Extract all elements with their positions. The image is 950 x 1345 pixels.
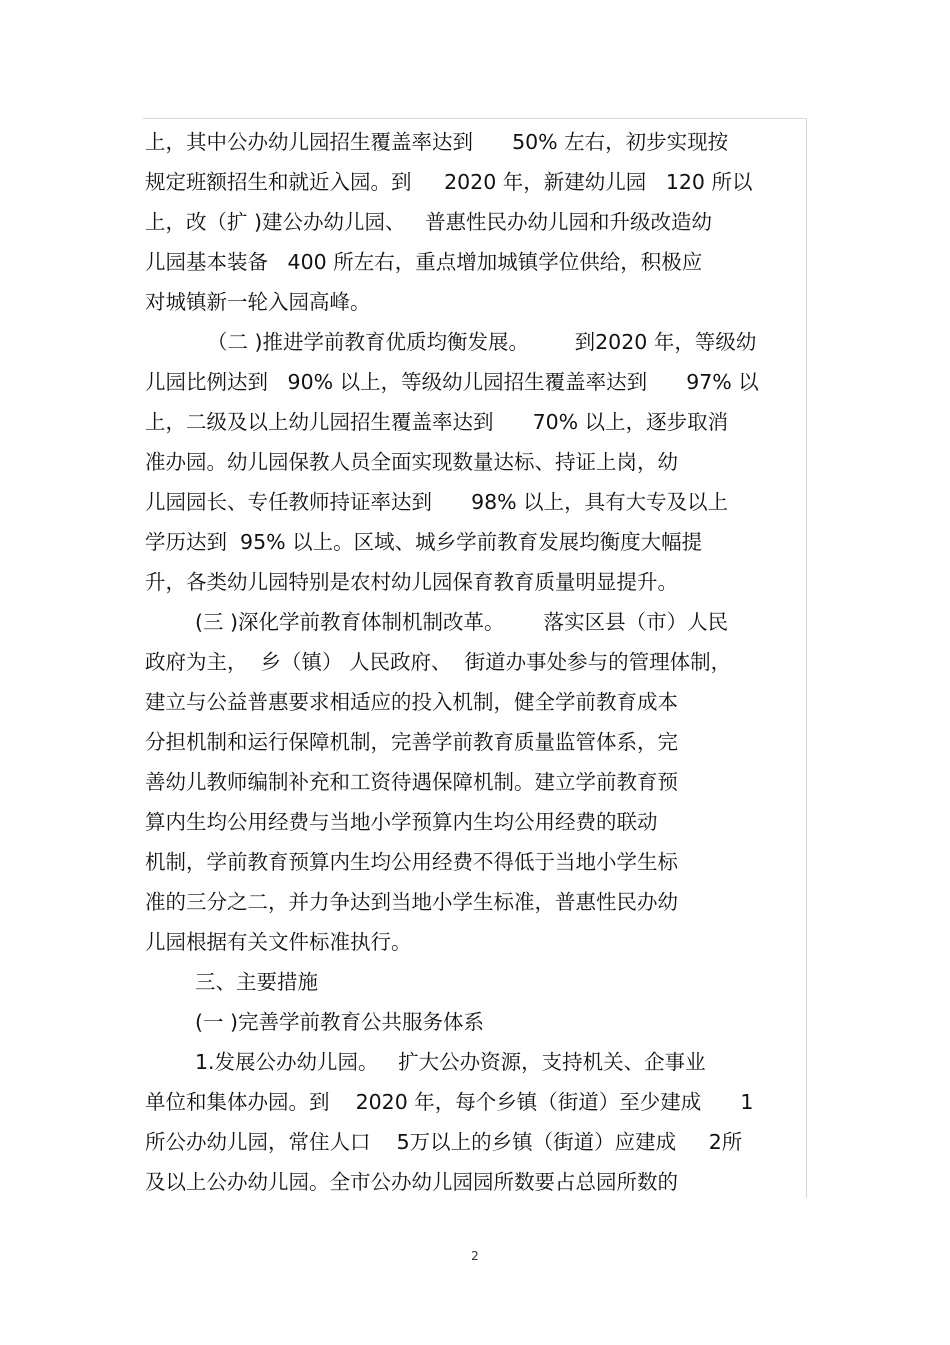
text-line: 政府为主， 乡（镇） 人民政府、 街道办事处参与的管理体制，	[145, 650, 732, 674]
text-line: 及以上公办幼儿园。全市公办幼儿园园所数要占总园所数的	[145, 1170, 678, 1194]
text-line: 准办园。幼儿园保教人员全面实现数量达标、持证上岗，幼	[145, 450, 678, 474]
text-line: 学历达到 95% 以上。区域、城乡学前教育发展均衡度大幅提	[145, 530, 703, 554]
text-line: 儿园园长、专任教师持证率达到 98% 以上，具有大专及以上	[145, 490, 729, 514]
section-heading-line: (一 )完善学前教育公共服务体系	[195, 1010, 485, 1034]
text-line: 上，改（扩 )建公办幼儿园、 普惠性民办幼儿园和升级改造幼	[145, 210, 713, 234]
text-line: 机制，学前教育预算内生均公用经费不得低于当地小学生标	[145, 850, 678, 874]
text-line: 所公办幼儿园，常住人口 5万以上的乡镇（街道）应建成 2所	[145, 1130, 743, 1154]
text-line: 升，各类幼儿园特别是农村幼儿园保育教育质量明显提升。	[145, 570, 678, 594]
text-line: 儿园基本装备 400 所左右，重点增加城镇学位供给，积极应	[145, 250, 703, 274]
text-line: 上，其中公办幼儿园招生覆盖率达到 50% 左右，初步实现按	[145, 130, 729, 154]
section-heading-line: （二 )推进学前教育优质均衡发展。 到2020 年，等级幼	[207, 330, 757, 354]
text-line: 上，二级及以上幼儿园招生覆盖率达到 70% 以上，逐步取消	[145, 410, 729, 434]
text-line: 准的三分之二，并力争达到当地小学生标准，普惠性民办幼	[145, 890, 678, 914]
page-frame-right-border	[806, 118, 807, 1198]
page-frame-top-border	[143, 118, 807, 119]
text-line: 善幼儿教师编制补充和工资待遇保障机制。建立学前教育预	[145, 770, 678, 794]
text-line: 建立与公益普惠要求相适应的投入机制，健全学前教育成本	[145, 690, 678, 714]
text-line: 算内生均公用经费与当地小学预算内生均公用经费的联动	[145, 810, 658, 834]
text-line: 儿园比例达到 90% 以上，等级幼儿园招生覆盖率达到 97% 以	[145, 370, 759, 394]
text-line: 对城镇新一轮入园高峰。	[145, 290, 371, 314]
text-line: 分担机制和运行保障机制，完善学前教育质量监管体系，完	[145, 730, 678, 754]
page-number: 2	[471, 1249, 479, 1263]
document-body	[145, 122, 805, 1202]
text-line: 儿园根据有关文件标准执行。	[145, 930, 412, 954]
chapter-heading-line: 三、主要措施	[195, 970, 318, 994]
subsection-heading-line: 1.发展公办幼儿园。 扩大公办资源，支持机关、企事业	[195, 1050, 706, 1074]
text-line: 单位和集体办园。到 2020 年，每个乡镇（街道）至少建成 1	[145, 1090, 754, 1114]
section-heading-line: (三 )深化学前教育体制机制改革。 落实区县（市）人民	[195, 610, 729, 634]
text-line: 规定班额招生和就近入园。到 2020 年，新建幼儿园 120 所以	[145, 170, 753, 194]
